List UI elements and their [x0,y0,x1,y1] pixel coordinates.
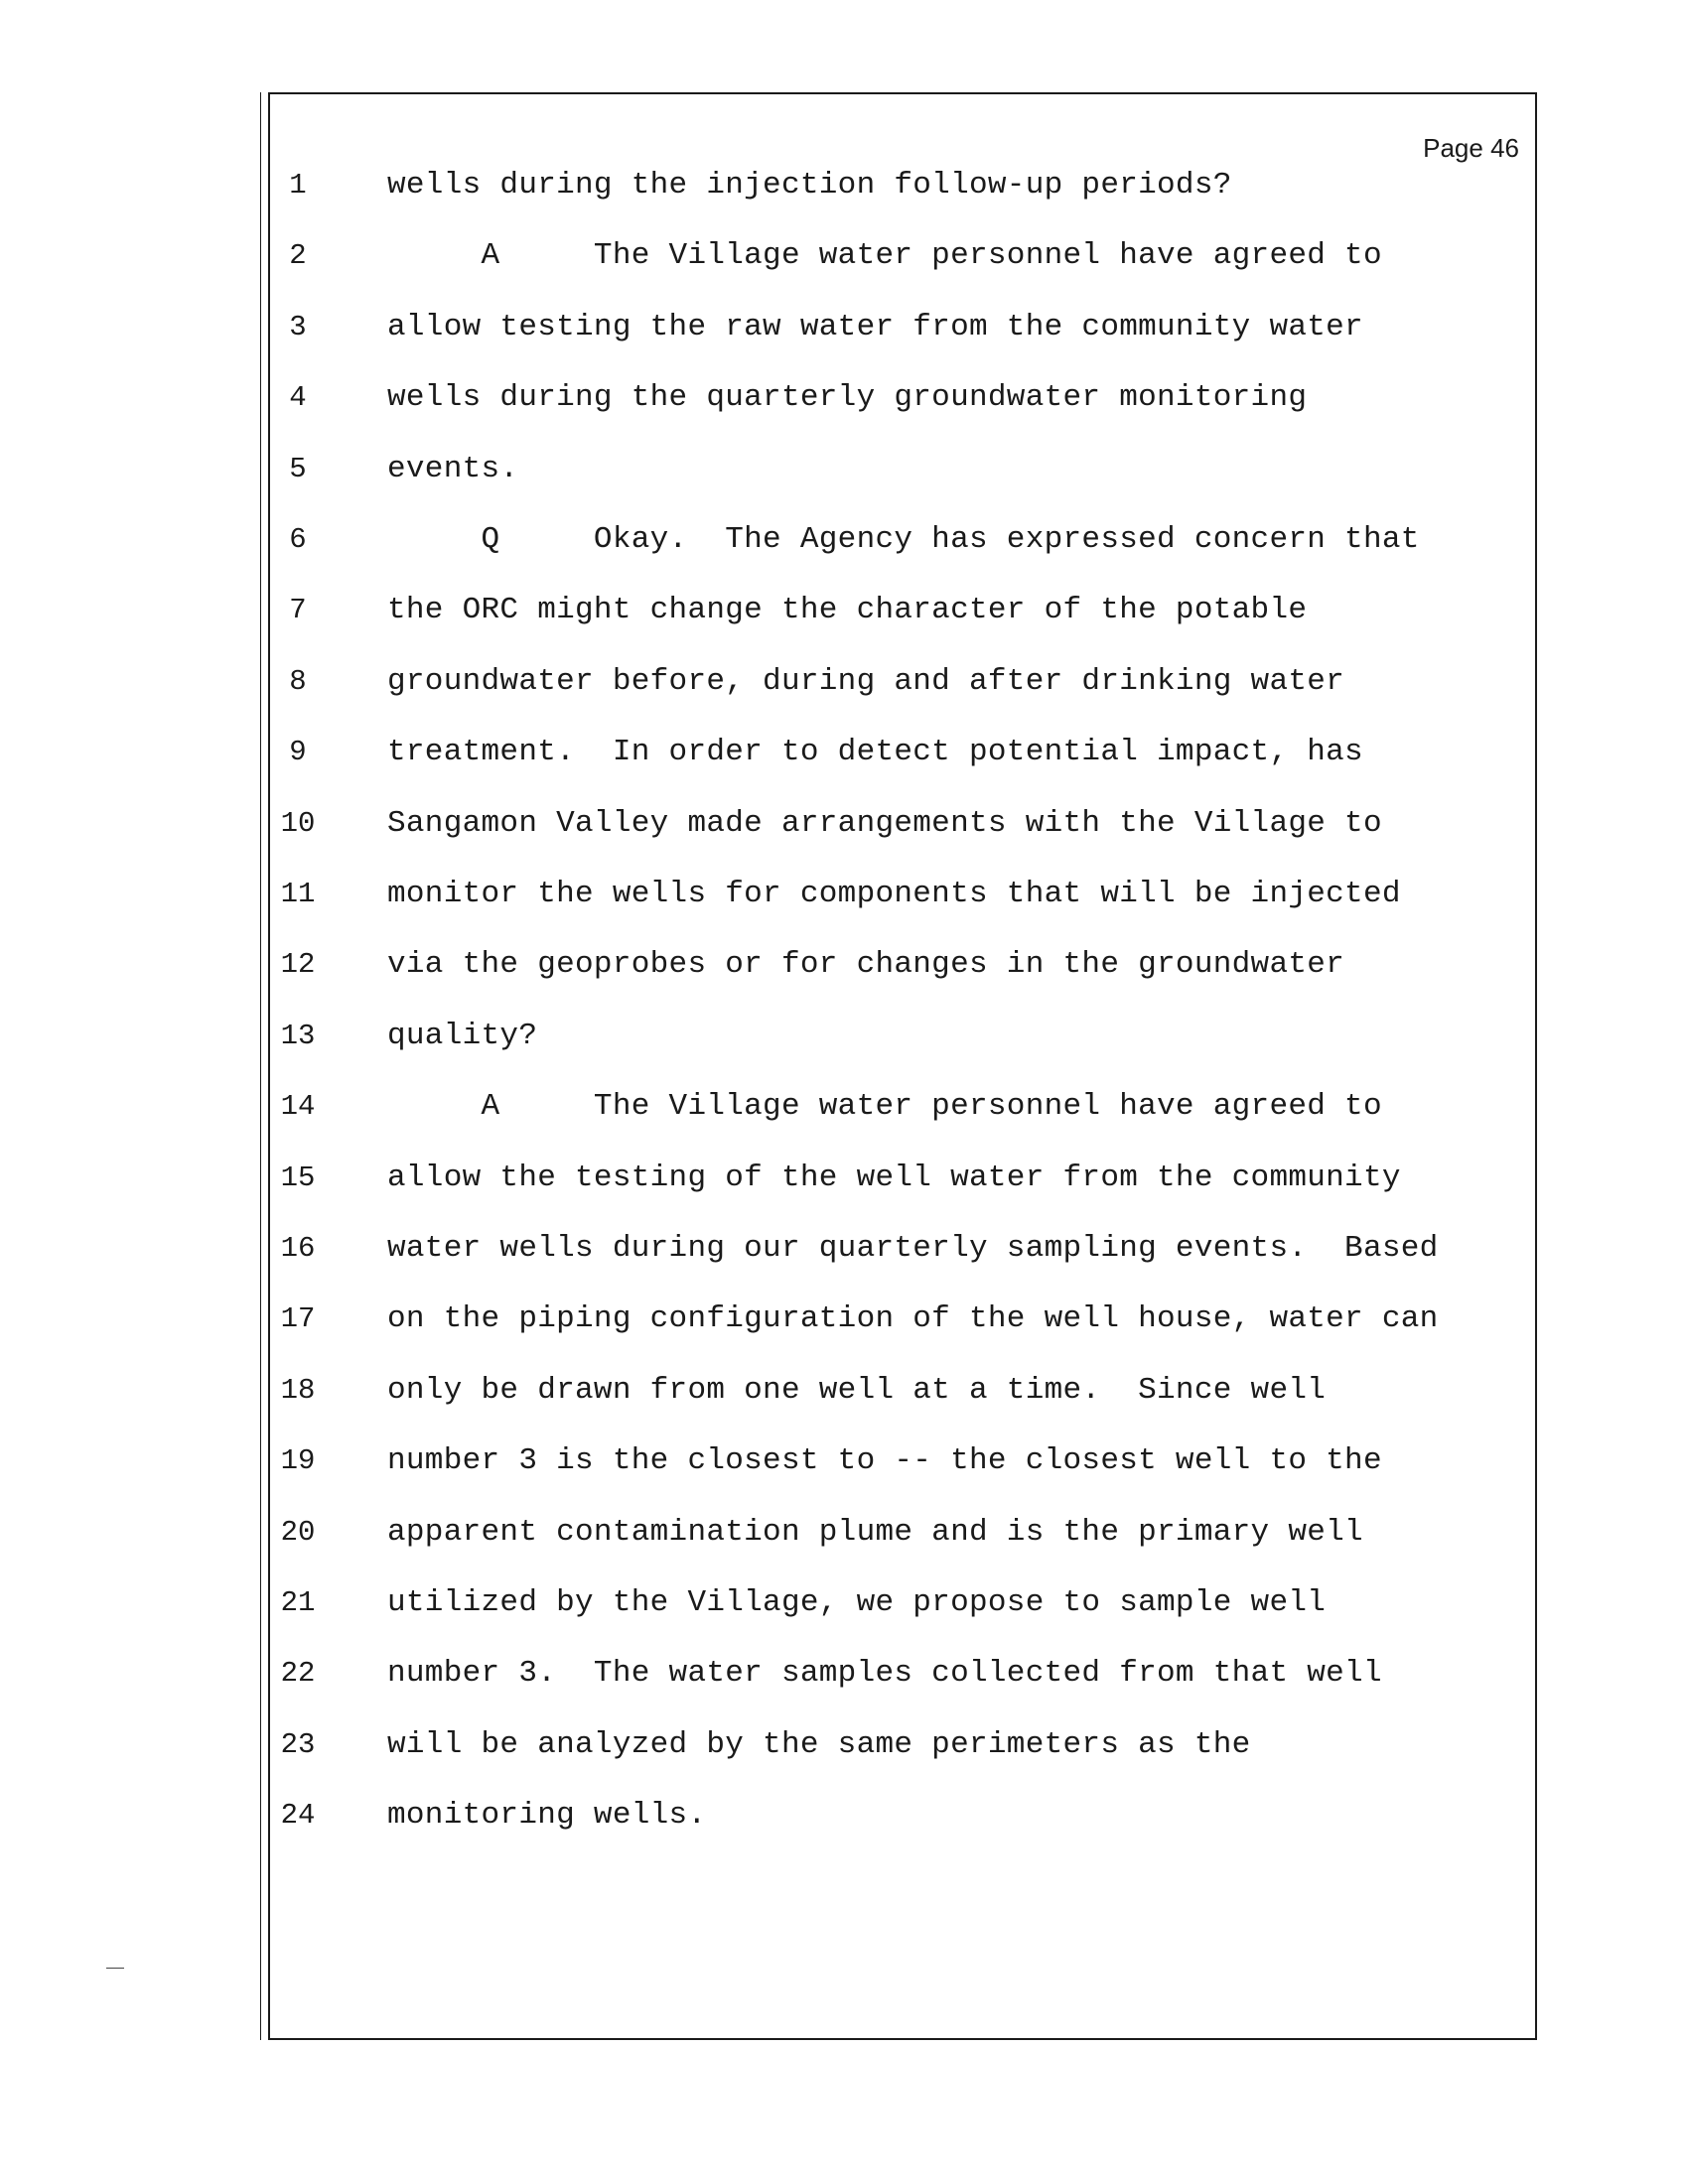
line-number: 8 [289,664,307,698]
transcript-line [0,662,1684,734]
page-number: Page 46 [1423,133,1519,163]
transcript-line [0,804,1684,876]
line-text: events. [387,451,519,486]
line-text: number 3. The water samples collected from that well [387,1656,1382,1692]
line-number: 24 [280,1799,316,1833]
line-number: 9 [289,736,307,769]
line-text: on the piping configuration of the well house, water can [387,1301,1439,1337]
line-text: apparent contamination plume and is the primary well [387,1514,1363,1550]
transcript-line [0,733,1684,804]
line-number: 20 [280,1515,316,1549]
transcript-line [0,1017,1684,1088]
transcript-line [0,591,1684,662]
line-number: 21 [280,1586,316,1619]
transcript-line [0,520,1684,592]
transcript-line [0,1725,1684,1797]
line-text: wells during the injection follow-up periods? [387,168,1232,203]
line-text: will be analyzed by the same perimeters as the [387,1726,1251,1762]
transcript-line [0,945,1684,1017]
line-text: wells during the quarterly groundwater monitoring [387,380,1308,416]
line-text: monitor the wells for components that will be injected [387,877,1401,911]
transcript-line [0,308,1684,379]
line-text: treatment. In order to detect potential impact, has [387,735,1363,770]
line-number: 23 [280,1727,316,1761]
line-text: A The Village water personnel have agreed to [387,1089,1382,1125]
transcript-line [0,1371,1684,1442]
line-text: Q Okay. The Agency has expressed concern that [387,522,1420,557]
line-number: 19 [280,1444,316,1478]
transcript-line [0,875,1684,946]
transcript-line [0,1299,1684,1371]
line-text: monitoring wells. [387,1798,707,1834]
transcript-line [0,450,1684,521]
line-text: number 3 is the closest to -- the closest well to the [387,1443,1382,1479]
line-number: 7 [289,594,307,627]
line-number: 3 [289,310,307,343]
transcript-line [0,166,1684,237]
line-number: 18 [280,1373,316,1407]
transcript-line [0,236,1684,308]
line-number: 15 [280,1160,316,1194]
transcript-line [0,1796,1684,1867]
line-text: via the geoprobes or for changes in the groundwater [387,947,1345,983]
transcript-line [0,1583,1684,1655]
line-number: 12 [280,948,316,982]
line-number: 11 [280,878,316,910]
line-number: 6 [289,523,307,556]
line-text: quality? [387,1018,538,1053]
line-number: 10 [280,806,316,840]
line-text: Sangamon Valley made arrangements with the Village to [387,805,1382,841]
line-text: only be drawn from one well at a time. Since well [387,1372,1327,1408]
line-number: 1 [289,169,307,202]
margin-mark [106,1968,124,1969]
line-text: the ORC might change the character of the potable [387,593,1308,628]
line-text: allow the testing of the well water from the community [387,1160,1401,1195]
transcript-line [0,1229,1684,1300]
line-text: A The Village water personnel have agreed to [387,238,1382,274]
line-number: 5 [289,452,307,485]
line-text: groundwater before, during and after drinking water [387,663,1345,699]
line-text: water wells during our quarterly sampling events. Based [387,1231,1439,1266]
transcript-line [0,1087,1684,1159]
line-number: 4 [289,381,307,415]
line-number: 13 [280,1019,316,1052]
line-number: 2 [289,239,307,273]
line-number: 22 [280,1657,316,1691]
line-number: 17 [280,1302,316,1336]
transcript-line [0,378,1684,450]
transcript-line [0,1159,1684,1230]
transcript-line [0,1441,1684,1513]
line-text: utilized by the Village, we propose to sample well [387,1585,1327,1620]
transcript-line [0,1654,1684,1725]
line-number: 14 [280,1090,316,1124]
transcript-line [0,1513,1684,1584]
line-text: allow testing the raw water from the community water [387,309,1363,344]
line-number: 16 [280,1232,316,1265]
